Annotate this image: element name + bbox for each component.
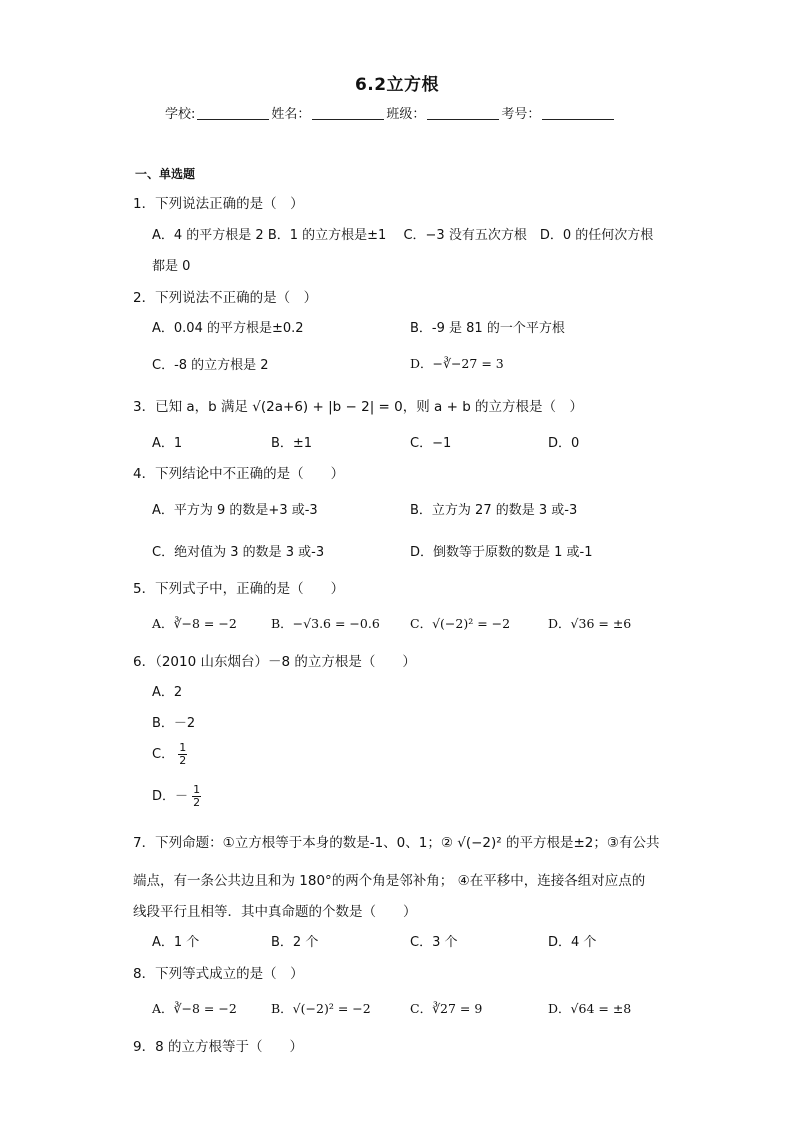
section-heading: 一、单选题 — [135, 167, 196, 181]
exam-no-blank — [542, 107, 614, 120]
class-label: 班级： — [386, 107, 426, 122]
fraction-denominator: 2 — [179, 754, 187, 767]
exam-no-label: 考号： — [501, 107, 541, 122]
question-8-stem: 8．下列等式成立的是（ ） — [133, 966, 304, 982]
question-5-option-a: A．∛−8 = −2 — [152, 616, 237, 631]
question-3-stem: 3．已知 a，b 满足 √(2a+6) + |b − 2| = 0，则 a + b 的立方根是（ ） — [133, 399, 584, 415]
question-3-option-d: D．0 — [548, 436, 580, 451]
page-title: 6.2立方根 — [354, 75, 440, 95]
question-1-options-line2: 都是 0 — [152, 259, 191, 274]
school-blank — [197, 107, 269, 120]
question-6-option-b: B．－2 — [152, 716, 196, 731]
student-info-row — [165, 103, 616, 122]
question-6-option-c — [152, 742, 187, 767]
fraction-numerator: 1 — [179, 741, 187, 754]
question-7-line1: 7．下列命题：①立方根等于本身的数是-1、0、1；② √(−2)² 的平方根是±2；③有公共 — [133, 835, 660, 851]
question-2-option-c: C．-8 的立方根是 2 — [152, 358, 269, 373]
question-7-line3: 线段平行且相等．其中真命题的个数是（ ） — [133, 904, 417, 920]
question-3-option-a: A．1 — [152, 436, 183, 451]
question-6-stem: 6．（2010 山东烟台）－8 的立方根是（ ） — [133, 654, 416, 670]
question-8-option-d: D．√64 = ±8 — [548, 1001, 632, 1016]
question-2-option-b: B．-9 是 81 的一个平方根 — [410, 321, 565, 336]
school-label: 学校: — [165, 107, 196, 122]
class-blank — [427, 107, 499, 120]
question-7-option-c: C．3 个 — [410, 935, 458, 950]
question-2-option-d: D．−∛−27 = 3 — [410, 356, 504, 371]
option-c-label: C． — [152, 747, 175, 762]
question-7-line2: 端点，有一条公共边且和为 180°的两个角是邻补角； ④在平移中，连接各组对应点的 — [133, 873, 646, 889]
question-6-option-d — [152, 784, 201, 809]
question-4-option-b: B．立方为 27 的数是 3 或-3 — [410, 503, 578, 518]
question-1-options-line1: A．4 的平方根是 2 B．1 的立方根是±1 C．−3 没有五次方根 D．0 的任何次方根 — [152, 228, 654, 243]
question-4-stem: 4．下列结论中不正确的是（ ） — [133, 466, 345, 482]
question-4-option-d: D．倒数等于原数的数是 1 或-1 — [410, 545, 593, 560]
question-5-option-b: B．−√3.6 = −0.6 — [271, 616, 380, 631]
name-label: 姓名： — [271, 107, 311, 122]
question-5-stem: 5．下列式子中，正确的是（ ） — [133, 581, 345, 597]
question-2-option-a: A．0.04 的平方根是±0.2 — [152, 321, 304, 336]
question-3-option-c: C．−1 — [410, 436, 452, 451]
option-d-label: D．－ — [152, 789, 189, 804]
fraction-numerator: 1 — [193, 783, 201, 796]
question-5-option-c: C．√(−2)² = −2 — [410, 616, 511, 631]
question-7-option-d: D．4 个 — [548, 935, 597, 950]
fraction-denominator: 2 — [193, 796, 201, 809]
fraction-one-half — [178, 742, 187, 767]
question-8-option-a: A．∛−8 = −2 — [152, 1001, 237, 1016]
question-8-option-c: C．∛27 = 9 — [410, 1001, 483, 1016]
question-2-stem: 2．下列说法不正确的是（ ） — [133, 290, 318, 306]
question-6-option-a: A．2 — [152, 685, 183, 700]
question-1-stem: 1．下列说法正确的是（ ） — [133, 196, 304, 212]
fraction-one-half — [192, 784, 201, 809]
question-4-option-c: C．绝对值为 3 的数是 3 或-3 — [152, 545, 325, 560]
question-8-option-b: B．√(−2)² = −2 — [271, 1001, 371, 1016]
question-4-option-a: A．平方为 9 的数是+3 或-3 — [152, 503, 318, 518]
question-7-option-a: A．1 个 — [152, 935, 200, 950]
question-3-option-b: B．±1 — [271, 436, 313, 451]
name-blank — [312, 107, 384, 120]
question-7-option-b: B．2 个 — [271, 935, 319, 950]
question-9-stem: 9．8 的立方根等于（ ） — [133, 1039, 303, 1055]
question-5-option-d: D．√36 = ±6 — [548, 616, 632, 631]
